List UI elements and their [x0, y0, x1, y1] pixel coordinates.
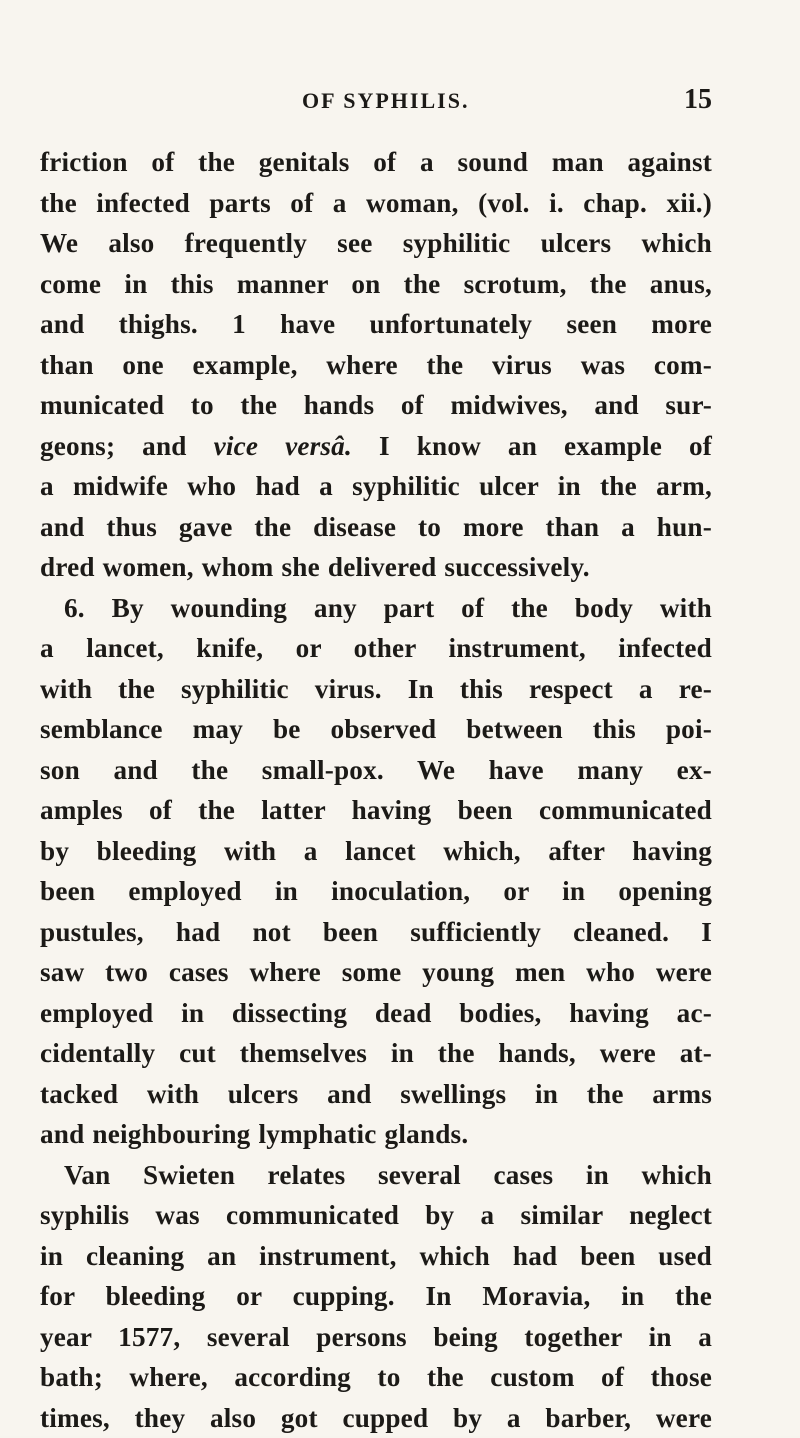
running-head — [40, 84, 712, 124]
text-line: employed in dissecting dead bodies, having ac- — [40, 993, 712, 1034]
text-line: been employed in inoculation, or in opening — [40, 871, 712, 912]
text-line: son and the small-pox. We have many ex- — [40, 750, 712, 791]
running-title: OF SYPHILIS. — [302, 88, 469, 114]
text-line: and thus gave the disease to more than a hun- — [40, 507, 712, 548]
text-line: come in this manner on the scrotum, the anus, — [40, 264, 712, 305]
text-line: a midwife who had a syphilitic ulcer in the arm, — [40, 466, 712, 507]
body-text — [40, 142, 712, 1438]
text-line: tacked with ulcers and swellings in the arms — [40, 1074, 712, 1115]
text-line: by bleeding with a lancet which, after having — [40, 831, 712, 872]
text-line: with the syphilitic virus. In this respect a re- — [40, 669, 712, 710]
text-line: cidentally cut themselves in the hands, were at- — [40, 1033, 712, 1074]
text-line-mixed — [40, 426, 712, 467]
text-line: semblance may be observed between this poi- — [40, 709, 712, 750]
text-line: friction of the genitals of a sound man against — [40, 142, 712, 183]
page-number: 15 — [684, 84, 712, 116]
text-line: Van Swieten relates several cases in which — [40, 1155, 712, 1196]
text-line: saw two cases where some young men who were — [40, 952, 712, 993]
text-line: amples of the latter having been communicated — [40, 790, 712, 831]
text-line: and thighs. 1 have unfortunately seen more — [40, 304, 712, 345]
text-segment: I know an example of — [379, 431, 712, 461]
italic-phrase: vice versâ. — [214, 431, 352, 461]
text-line: than one example, where the virus was com- — [40, 345, 712, 386]
text-line: 6. By wounding any part of the body with — [40, 588, 712, 629]
text-line: municated to the hands of midwives, and sur- — [40, 385, 712, 426]
text-line: We also frequently see syphilitic ulcers which — [40, 223, 712, 264]
text-line: for bleeding or cupping. In Moravia, in the — [40, 1276, 712, 1317]
text-line: and neighbouring lymphatic glands. — [40, 1114, 712, 1155]
text-line: dred women, whom she delivered successively. — [40, 547, 712, 588]
text-line: pustules, had not been sufficiently cleaned. I — [40, 912, 712, 953]
text-line: year 1577, several persons being together in a — [40, 1317, 712, 1358]
text-line: bath; where, according to the custom of those — [40, 1357, 712, 1398]
text-line: a lancet, knife, or other instrument, infected — [40, 628, 712, 669]
text-segment: geons; and — [40, 431, 187, 461]
text-line: the infected parts of a woman, (vol. i. chap. xii.) — [40, 183, 712, 224]
text-line: in cleaning an instrument, which had been used — [40, 1236, 712, 1277]
text-line: times, they also got cupped by a barber, were — [40, 1398, 712, 1438]
text-line: syphilis was communicated by a similar neglect — [40, 1195, 712, 1236]
